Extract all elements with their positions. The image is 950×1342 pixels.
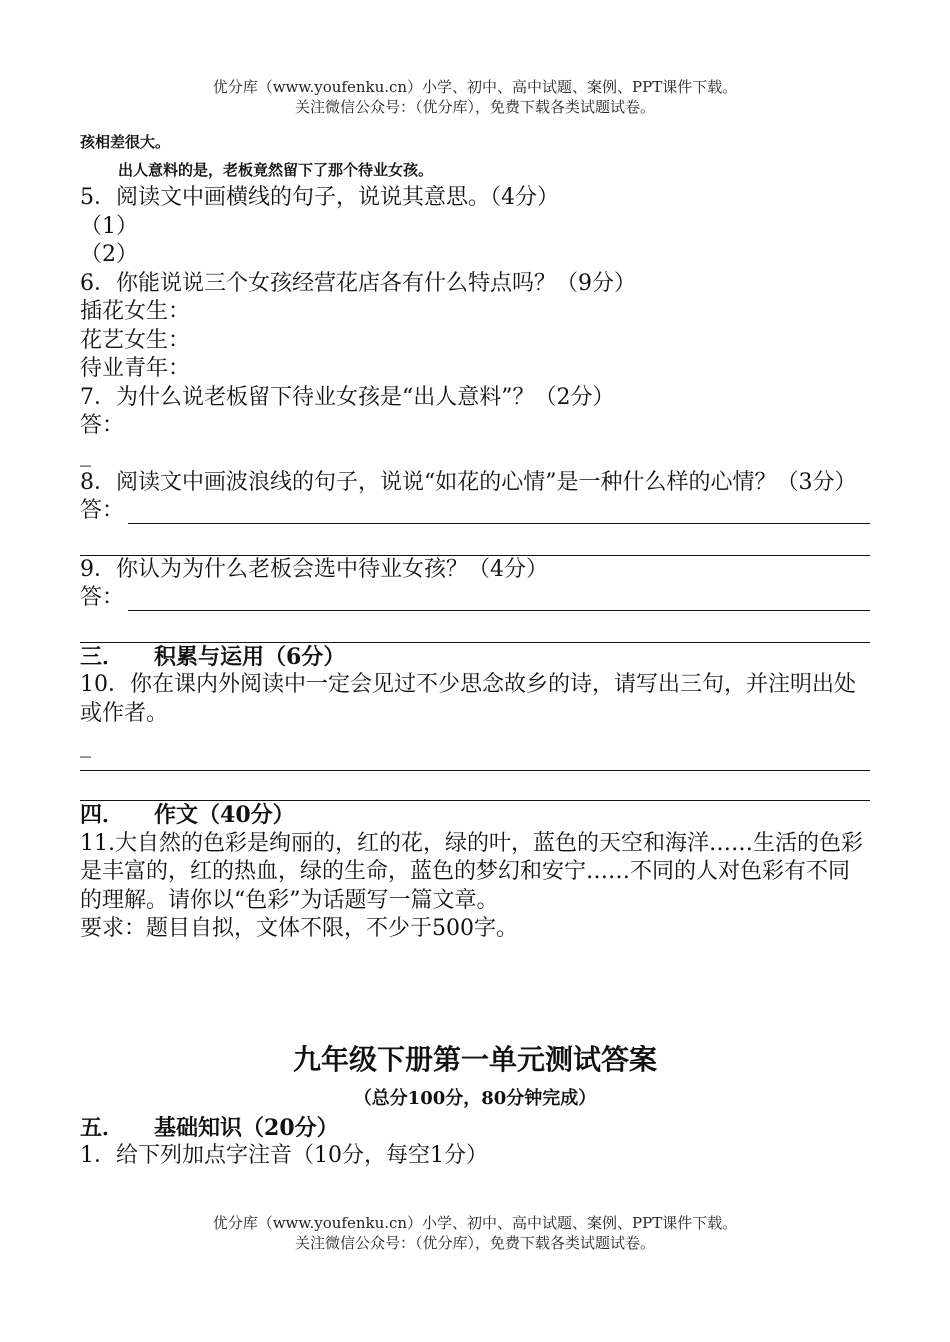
answer-rule: [80, 613, 870, 643]
answer-underline: [128, 590, 870, 611]
question-9-answer-line: [80, 584, 870, 613]
question-7-answer-blank: _: [80, 441, 91, 467]
question-9-answer-label: 答：: [80, 585, 125, 610]
answer-title: 九年级下册第一单元测试答案: [292, 1042, 657, 1076]
question-5-item-1: （1）: [80, 213, 138, 239]
section-3-heading: [80, 643, 870, 672]
page-footer: [0, 1213, 950, 1253]
question-8-answer-label: 答：: [80, 498, 125, 523]
section-3-title: 积累与运用（6分）: [154, 643, 346, 670]
section-4-number: 四．: [80, 802, 125, 828]
question-10: 10．你在课内外阅读中一定会见过不少思念故乡的诗，请写出三句，并注明出处或作者。: [80, 672, 856, 726]
question-1: 1．给下列加点字注音（10分，每空1分）: [80, 1143, 488, 1168]
question-6-answer-2: 花艺女生：: [80, 327, 191, 353]
question-10-answer-blank: _: [80, 733, 91, 758]
answer-rule: [80, 526, 870, 556]
question-8: 8．阅读文中画波浪线的句子，说说“如花的心情”是一种什么样的心情？（3分）: [80, 469, 857, 495]
question-11-requirement: 要求：题目自拟，文体不限，不少于500字。: [80, 916, 518, 941]
question-6-answer-3: 待业青年：: [80, 356, 191, 381]
answer-underline: [128, 503, 870, 524]
header-line-2: 关注微信公众号：（优分库），免费下载各类试题试卷。: [294, 98, 655, 116]
question-7-answer-label: 答：: [80, 413, 125, 438]
question-5: 5．阅读文中画横线的句子，说说其意思。（4分）: [80, 185, 559, 210]
section-5-number: 五．: [80, 1114, 125, 1141]
question-6: 6．你能说说三个女孩经营花店各有什么特点吗？（9分）: [80, 270, 636, 296]
question-11: 11.大自然的色彩是绚丽的，红的花，绿的叶，蓝色的天空和海洋……生活的色彩是丰富的，红的热血，绿的生命，蓝色的梦幻和安宁……不同的人对色彩有不同的理解。请你以“色彩”为话题写一篇文章。: [80, 830, 863, 913]
header-line-1: 优分库（www.youfenku.cn）小学、初中、高中试题、案例、PPT课件下载。: [212, 78, 738, 96]
answer-rule: [80, 760, 870, 771]
document-body: [80, 128, 870, 1171]
page-header: [0, 77, 950, 117]
section-4-title: 作文（40分）: [154, 802, 295, 828]
question-8-answer-line: [80, 497, 870, 526]
passage-line-2: 出人意料的是，老板竟然留下了那个待业女孩。: [118, 161, 434, 179]
question-6-answer-1: 插花女生：: [80, 299, 191, 324]
passage-line-1: 孩相差很大。: [80, 133, 171, 151]
section-3-number: 三．: [80, 643, 125, 670]
footer-line-1: 优分库（www.youfenku.cn）小学、初中、高中试题、案例、PPT课件下载。: [212, 1214, 738, 1232]
footer-line-2: 关注微信公众号：（优分库），免费下载各类试题试卷。: [294, 1234, 655, 1252]
section-5-heading: [80, 1114, 870, 1143]
answer-subtitle: （总分100分，80分钟完成）: [353, 1087, 597, 1109]
question-7: 7．为什么说老板留下待业女孩是“出人意料”？（2分）: [80, 384, 615, 410]
question-9: 9．你认为为什么老板会选中待业女孩？（4分）: [80, 556, 548, 582]
question-5-item-2: （2）: [80, 242, 138, 267]
section-4-heading: [80, 801, 870, 830]
answer-rule: [80, 771, 870, 801]
section-5-title: 基础知识（20分）: [154, 1114, 339, 1141]
